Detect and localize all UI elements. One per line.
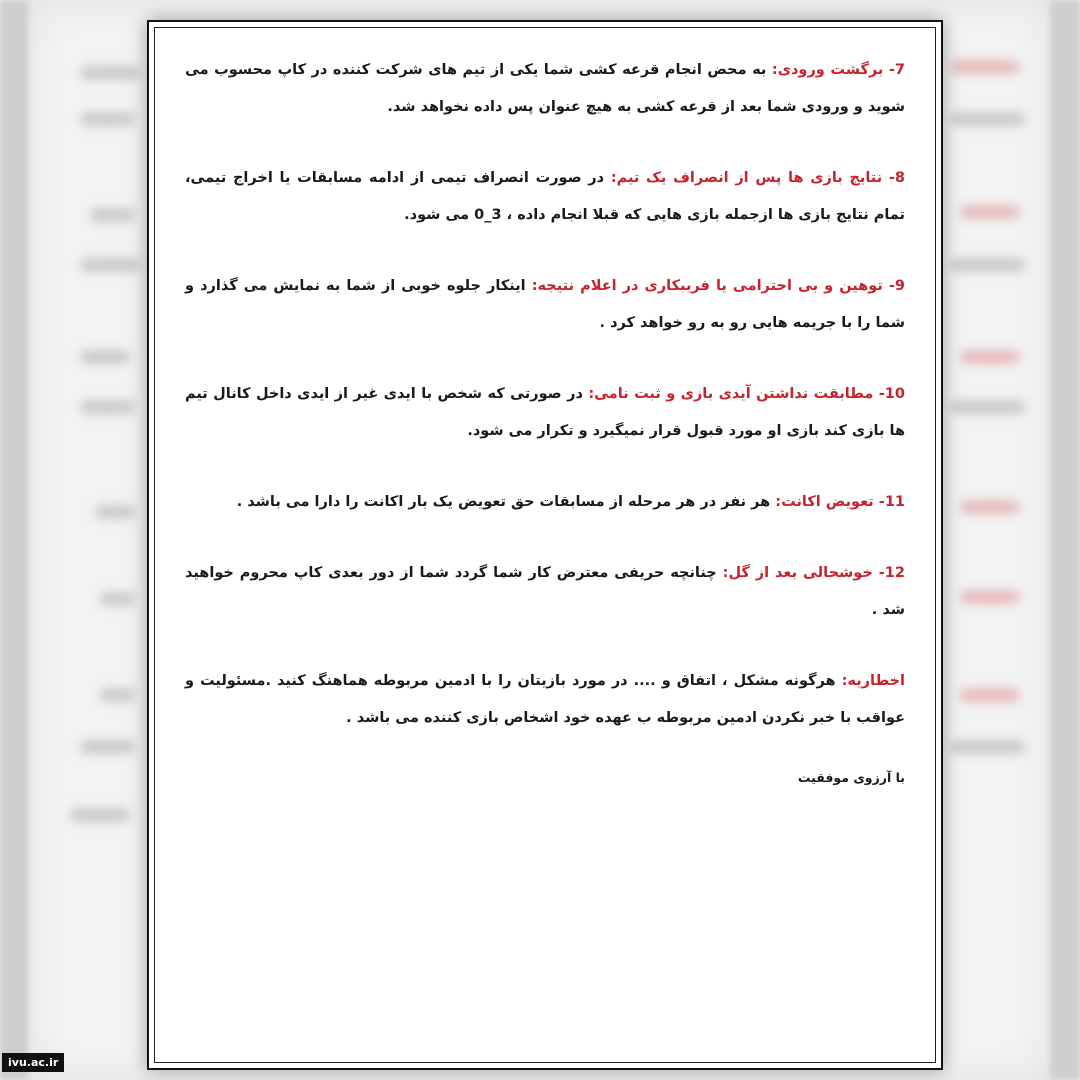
background-blur-line	[80, 350, 130, 364]
rule-heading: 8- نتایج بازی ها پس از انصراف یک تیم:	[610, 170, 905, 186]
background-blur-line	[950, 112, 1025, 126]
background-edge-right	[1050, 0, 1080, 1080]
rules-document	[147, 20, 943, 1070]
background-blur-line	[960, 500, 1020, 514]
site-watermark: ivu.ac.ir	[2, 1053, 64, 1072]
background-blur-line	[960, 350, 1020, 364]
background-blur-line	[80, 400, 135, 414]
rule-text: اینکار جلوه خوبی از شما به نمایش می گذارد و شما را با جریمه هایی رو به رو خواهد کرد .	[185, 278, 905, 331]
rule-7	[185, 52, 905, 126]
background-blur-line	[70, 808, 130, 822]
warning-note	[185, 663, 905, 737]
background-blur-line	[950, 60, 1020, 74]
background-blur-line	[90, 208, 135, 222]
background-blur-line	[80, 112, 135, 126]
background-blur-line	[950, 740, 1025, 754]
background-blur-line	[950, 258, 1025, 272]
rule-heading: 7- برگشت ورودی:	[771, 62, 906, 78]
rule-heading: 12- خوشحالی بعد از گل:	[722, 565, 905, 581]
closing-wish: با آرزوی موفقیت	[797, 770, 905, 785]
background-blur-line	[960, 590, 1020, 604]
rule-heading: 9- توهین و بی احترامی یا فریبکاری در اعلام نتیجه:	[531, 278, 905, 294]
rule-11	[185, 484, 905, 521]
warning-text: هرگونه مشکل ، اتفاق و .... در مورد بازیتان را با ادمین مربوطه هماهنگ کنید .مسئولیت و عواقب با خبر نکردن ادمین مربوطه ب عهده خود اشخاص بازی کننده می باشد .	[185, 673, 905, 726]
rules-content	[185, 52, 905, 809]
warning-heading: اخطاریه:	[841, 673, 905, 689]
rule-text: چنانچه حریفی معترض کار شما گردد شما از دور بعدی کاپ محروم خواهید شد .	[185, 565, 905, 618]
background-blur-line	[960, 688, 1020, 702]
background-blur-line	[950, 400, 1025, 414]
background-blur-line	[95, 505, 135, 519]
background-blur-line	[960, 205, 1020, 219]
rule-heading: 10- مطابقت نداشتن آیدی بازی و ثبت نامی:	[588, 386, 905, 402]
rule-heading: 11- تعویض اکانت:	[775, 494, 905, 510]
background-blur-line	[100, 592, 135, 606]
background-blur-line	[80, 66, 140, 80]
rule-text: در صورتی که شخص با ایدی غیر از ایدی داخل کانال تیم ها بازی کند بازی او مورد قبول قرار نمیگیرد و تکرار می شود.	[185, 386, 905, 439]
rule-12	[185, 555, 905, 629]
rule-9	[185, 268, 905, 342]
rule-10	[185, 376, 905, 450]
rule-8	[185, 160, 905, 234]
background-blur-line	[100, 688, 135, 702]
background-blur-line	[80, 258, 140, 272]
rule-text: در صورت انصراف تیمی از ادامه مسابقات یا اخراج تیمی، تمام نتایج بازی ها ازجمله بازی هایی که قبلا انجام داده ، 3_0 می شود.	[185, 170, 905, 223]
rule-text: هر نفر در هر مرحله از مسابقات حق تعویض یک بار اکانت را دارا می باشد .	[236, 494, 776, 510]
background-edge-left	[0, 0, 30, 1080]
rule-text: به محض انجام قرعه کشی شما یکی از تیم های شرکت کننده در کاپ محسوب می شوید و ورودی شما بعد از قرعه کشی به هیچ عنوان پس داده نخواهد شد.	[185, 62, 905, 115]
background-blur-line	[80, 740, 135, 754]
